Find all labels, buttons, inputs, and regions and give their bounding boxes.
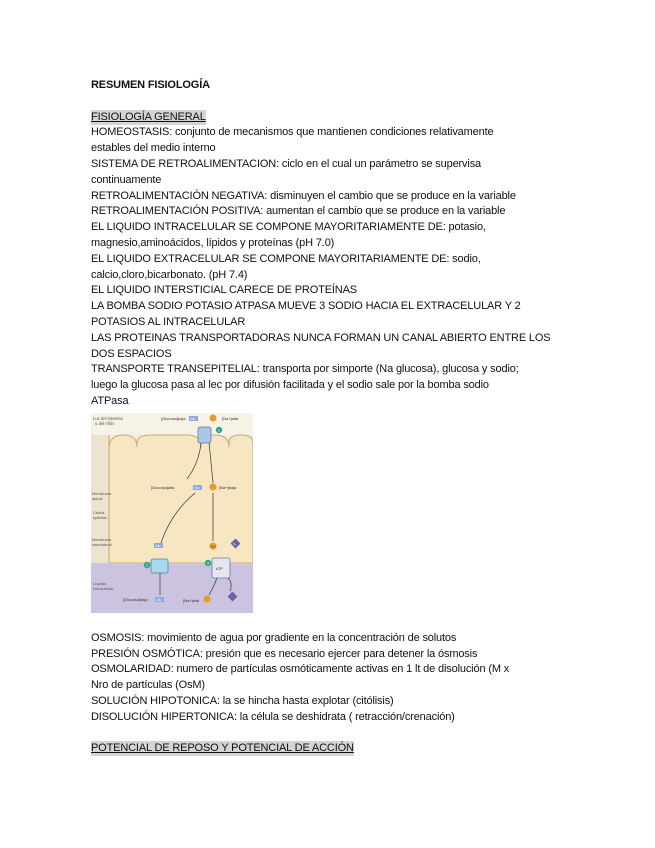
text-line: continuamente bbox=[91, 173, 162, 186]
text-line: HOMEOSTASIS: conjunto de mecanismos que mantienen condiciones relativamente bbox=[91, 126, 494, 139]
apical-label-1: Membrana bbox=[92, 490, 112, 496]
text-line: EL LIQUIDO INTRACELULAR SE COMPONE MAYORITARIAMENTE DE: potasio, bbox=[91, 221, 486, 234]
text-line: EL LIQUIDO INTERSTICIAL CARECE DE PROTEÍNAS bbox=[91, 284, 357, 297]
text-line: calcio,cloro,bicarbonato. (pH 7.4) bbox=[91, 268, 248, 281]
section-heading-fisiologia-general bbox=[91, 110, 561, 126]
glu-cell-text: Glu bbox=[194, 485, 200, 490]
step3-text: 3 bbox=[206, 560, 209, 566]
text-line: RETROALIMENTACIÓN NEGATIVA: disminuyen el cambio que se produce en la variable bbox=[91, 189, 516, 202]
transport-diagram bbox=[91, 413, 253, 613]
lumen-label-2: o del riñón bbox=[95, 420, 115, 426]
transepithelial-transport-figure bbox=[91, 413, 253, 613]
basolateral-label-2: basolateral bbox=[92, 541, 112, 547]
text-line: Nro de partículas (OsM) bbox=[91, 679, 205, 692]
ecf-label-1: Líquido bbox=[93, 580, 107, 586]
na-cell-circle bbox=[210, 483, 217, 490]
na-lumen-label: [Na+]alta bbox=[222, 415, 239, 421]
text-line: PRESIÓN OSMÓTICA: presión que es necesario ejercer para detener la ósmosis bbox=[91, 647, 478, 660]
section-heading-potencial bbox=[91, 741, 561, 757]
text-line: OSMOSIS: movimiento de agua por gradiente en la concentración de solutos bbox=[91, 631, 457, 644]
lumen-label-1: Luz del intestino bbox=[93, 415, 124, 421]
glu-basal-text: Glu bbox=[155, 543, 161, 548]
text-line: LAS PROTEINAS TRANSPORTADORAS NUNCA FORMAN UN CANAL ABIERTO ENTRE LOS bbox=[91, 331, 551, 344]
section-heading-text: POTENCIAL DE REPOSO Y POTENCIAL DE ACCIÓN bbox=[91, 741, 354, 757]
document-title: RESUMEN FISIOLOGÍA bbox=[91, 79, 210, 91]
glu-lumen-text: Glu bbox=[190, 416, 196, 421]
section-heading-text: FISIOLOGÍA GENERAL bbox=[91, 110, 206, 126]
text-line: POTASIOS AL INTRACELULAR bbox=[91, 315, 246, 328]
glucose-cell-label: [Glucosa]alta bbox=[151, 484, 175, 490]
cell-label-1: Célula bbox=[93, 509, 105, 515]
text-line: ATPasa bbox=[91, 394, 129, 407]
text-line: luego la glucosa pasa al lec por difusión facilitada y el sodio sale por la bomba sodio bbox=[91, 379, 489, 392]
na-cell-label: [Na+]baja bbox=[219, 484, 237, 490]
glut-transporter bbox=[151, 559, 168, 573]
basolateral-label-1: Membrana bbox=[92, 536, 112, 542]
text-line: TRANSPORTE TRANSEPITELIAL: transporta por simporte (Na glucosa), glucosa y sodio; bbox=[91, 363, 519, 376]
text-line: EL LIQUIDO EXTRACELULAR SE COMPONE MAYORITARIAMENTE DE: sodio, bbox=[91, 252, 481, 265]
text-line: DISOLUCIÓN HIPERTONICA: la célula se deshidrata ( retracción/crenación) bbox=[91, 710, 455, 723]
atp-text: ATP bbox=[216, 566, 223, 571]
text-line: DOS ESPACIOS bbox=[91, 347, 172, 360]
text-line: magnesio,aminoácidos, lípidos y proteínas (pH 7.0) bbox=[91, 236, 335, 249]
k-cell-text: K+ bbox=[233, 541, 237, 546]
text-line: estables del medio interno bbox=[91, 142, 216, 155]
sglt-transporter bbox=[198, 427, 211, 443]
step2-text: 2 bbox=[145, 562, 148, 568]
na-lumen-circle bbox=[210, 414, 217, 421]
apical-label-2: apical bbox=[92, 495, 103, 501]
text-line: RETROALIMENTACIÓN POSITIVA: aumentan el cambio que se produce en la variable bbox=[91, 205, 506, 218]
na-ecf-circle bbox=[204, 595, 211, 602]
na-basal-text: Na+ bbox=[210, 544, 217, 549]
ecf-label-2: extracelular bbox=[93, 585, 114, 591]
step1-text: 1 bbox=[217, 427, 220, 433]
glucose-ecf-label: [Glucosa]baja bbox=[123, 596, 148, 602]
text-line: SISTEMA DE RETROALIMENTACION: ciclo en el cual un parámetro se supervisa bbox=[91, 157, 482, 170]
glu-ecf-text: Glu bbox=[156, 597, 162, 602]
na-ecf-label: [Na+]alta bbox=[183, 597, 200, 603]
document-page bbox=[91, 78, 561, 756]
cell-label-2: epitelial bbox=[93, 514, 107, 520]
text-line: SOLUCIÓN HIPOTONICA: la se hincha hasta explotar (citólisis) bbox=[91, 694, 394, 707]
text-line: OSMOLARIDAD: numero de partículas osmóticamente activas en 1 lt de disolución (M x bbox=[91, 663, 510, 676]
glucose-lumen-label: [Glucosa]baja bbox=[161, 415, 186, 421]
text-line: LA BOMBA SODIO POTASIO ATPASA MUEVE 3 SODIO HACIA EL EXTRACELULAR Y 2 bbox=[91, 300, 521, 313]
